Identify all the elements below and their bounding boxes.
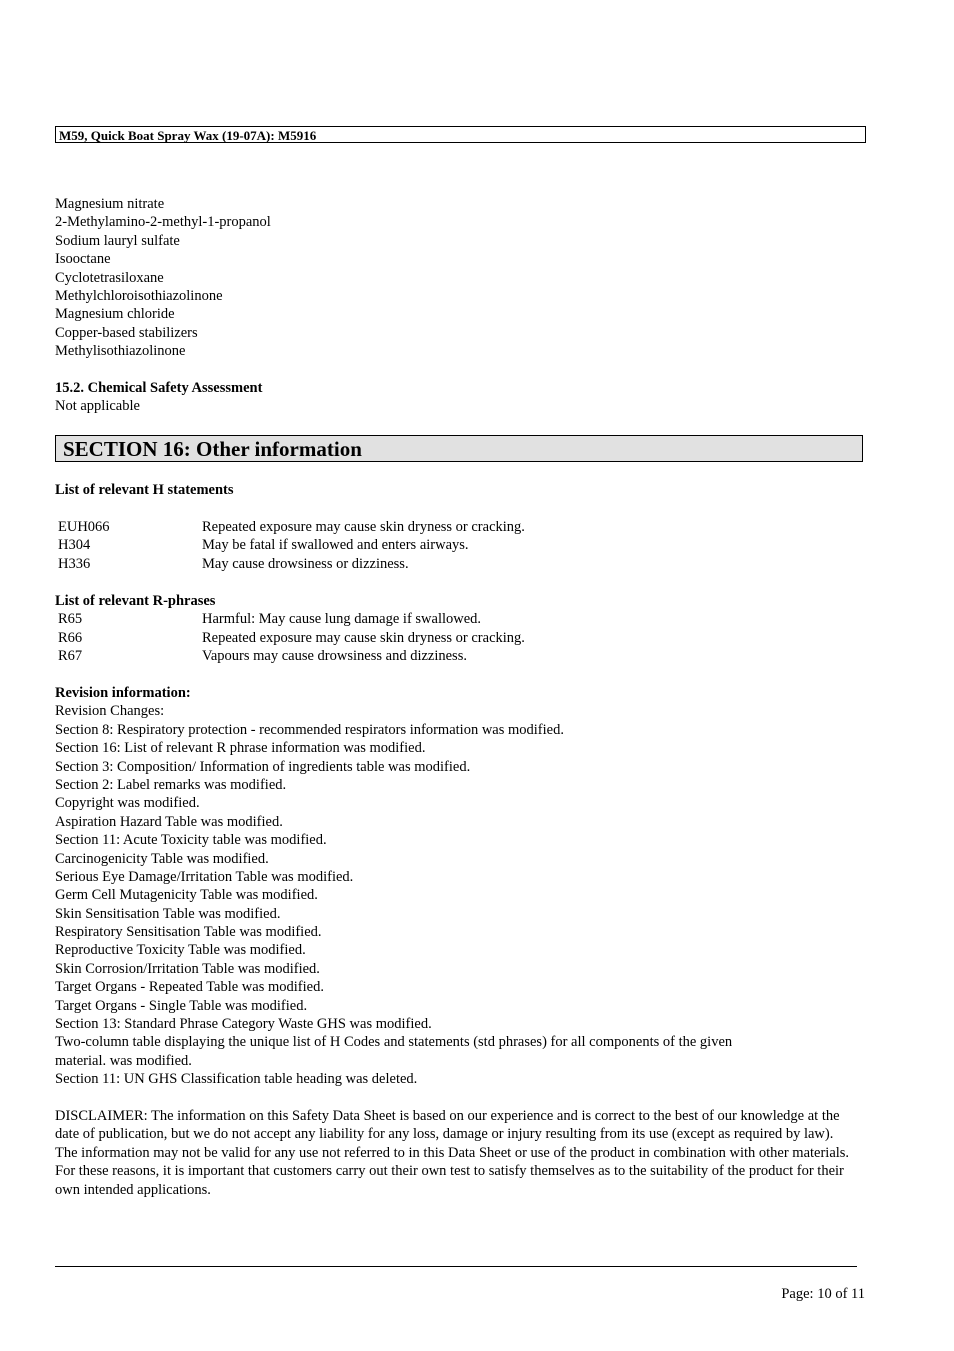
list-item: 2-Methylamino-2-methyl-1-propanol [55,214,271,231]
h-text: Repeated exposure may cause skin dryness or cracking. [202,519,525,535]
h-code: EUH066 [58,519,110,535]
r-text: Vapours may cause drowsiness and dizziness. [202,648,467,665]
list-item: Sodium lauryl sulfate [55,232,180,249]
list-item: Skin Corrosion/Irritation Table was modified. [55,960,320,977]
ingredient-list [55,195,271,361]
h-statements-heading-wrap [55,481,234,499]
r-code: R67 [58,648,83,665]
r-text: Repeated exposure may cause skin dryness or cracking. [202,629,525,646]
list-item: Section 3: Composition/ Information of ingredients table was modified. [55,758,471,775]
list-item: Section 8: Respiratory protection - recommended respirators information was modified. [55,721,564,738]
h-statements-table [55,518,755,573]
r-text: Harmful: May cause lung damage if swallowed. [202,611,482,628]
list-item: Methylchloroisothiazolinone [55,287,223,304]
document-header: M59, Quick Boat Spray Wax (19-07A): M5916 [55,126,866,143]
list-item: Copyright was modified. [55,795,200,812]
page-number: Page: 10 of 11 [781,1286,865,1302]
disclaimer: DISCLAIMER: The information on this Safety Data Sheet is based on our experience and is correct to the best of our knowledge at the date of publication, but we do not accept any liability for any loss, damage or injury resulting from its use (except as required by law). The information may not be valid for any use not referred to in this Data Sheet or use of the product in combination with other materials. For these reasons, it is important that customers carry out their own test to satisfy themselves as to the suitability of the product for their own intended applications. [55,1108,850,1198]
list-item: Two-column table displaying the unique list of H Codes and statements (std phrases) for all components of the given [55,1034,733,1051]
table-row [55,518,755,536]
csa-heading: 15.2. Chemical Safety Assessment [55,380,263,396]
list-item: Respiratory Sensitisation Table was modified. [55,924,322,941]
list-item: Serious Eye Damage/Irritation Table was modified. [55,868,354,885]
list-item: Section 13: Standard Phrase Category Waste GHS was modified. [55,1016,432,1033]
list-item: Section 11: Acute Toxicity table was modified. [55,832,327,849]
section-16-title: SECTION 16: Other information [55,435,863,462]
list-item: Magnesium chloride [55,306,175,323]
table-row [55,555,755,573]
h-statements-heading: List of relevant H statements [55,482,234,498]
list-item: Isooctane [55,251,111,268]
h-code: H304 [58,537,91,554]
list-item: Cyclotetrasiloxane [55,269,164,286]
revision-information [55,684,732,1089]
csa-value: Not applicable [55,398,140,415]
r-phrases-table [55,592,755,666]
chemical-safety-assessment [55,379,262,416]
r-code: R66 [58,629,83,646]
list-item: Section 11: UN GHS Classification table heading was deleted. [55,1071,418,1088]
list-item: material. was modified. [55,1052,192,1069]
table-row [55,647,755,665]
list-item: Magnesium nitrate [55,196,165,212]
list-item: Reproductive Toxicity Table was modified. [55,942,306,959]
footer-divider [55,1266,857,1267]
list-item: Carcinogenicity Table was modified. [55,850,269,867]
revision-heading: Revision information: [55,685,191,701]
h-text: May be fatal if swallowed and enters airways. [202,537,469,554]
table-row [55,610,755,628]
list-item: Aspiration Hazard Table was modified. [55,813,283,830]
list-item: Skin Sensitisation Table was modified. [55,905,281,922]
list-item: Revision Changes: [55,703,165,720]
r-code: R65 [58,611,83,628]
list-item: Target Organs - Single Table was modified. [55,997,308,1014]
list-item: Germ Cell Mutagenicity Table was modified. [55,887,318,904]
h-code: H336 [58,555,91,572]
list-item: Methylisothiazolinone [55,343,186,360]
table-row [55,536,755,554]
list-item: Section 16: List of relevant R phrase information was modified. [55,740,426,757]
h-text: May cause drowsiness or dizziness. [202,555,409,572]
table-row [55,629,755,647]
list-item: Target Organs - Repeated Table was modified. [55,979,324,996]
list-item: Copper-based stabilizers [55,324,198,341]
r-phrases-heading: List of relevant R-phrases [55,593,216,609]
list-item: Section 2: Label remarks was modified. [55,776,287,793]
